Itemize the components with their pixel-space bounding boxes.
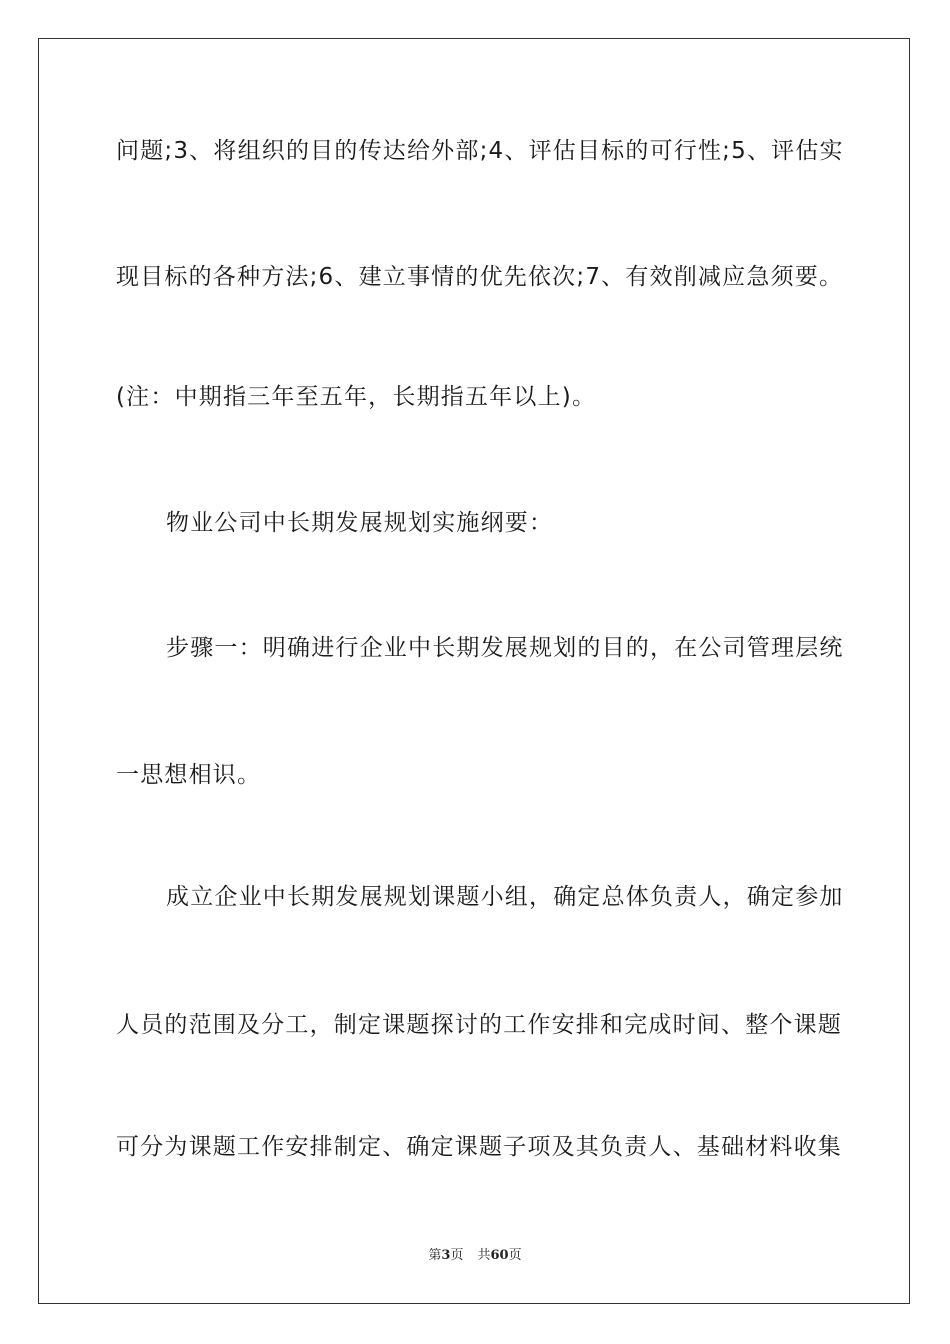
footer-total-pages: 60 <box>490 1248 509 1263</box>
footer-total-suffix: 页 <box>508 1248 522 1263</box>
body-line-6: 一思想相识。 <box>116 762 262 788</box>
footer-page-prefix: 第 <box>428 1248 442 1263</box>
body-line-7: 成立企业中长期发展规划课题小组，确定总体负责人，确定参加 <box>166 884 844 910</box>
page-border <box>38 38 910 1304</box>
body-line-3: (注：中期指三年至五年，长期指五年以上)。 <box>116 384 597 410</box>
body-line-8: 人员的范围及分工，制定课题探讨的工作安排和完成时间、整个课题 <box>116 1012 842 1038</box>
body-line-9: 可分为课题工作安排制定、确定课题子项及其负责人、基础材料收集 <box>116 1134 842 1160</box>
footer-page-number: 3 <box>441 1248 451 1263</box>
body-line-1: 问题;3、将组织的目的传达给外部;4、评估目标的可行性;5、评估实 <box>116 138 844 164</box>
footer-total-prefix: 共 <box>477 1248 491 1263</box>
page-footer <box>0 1247 950 1265</box>
section-heading: 物业公司中长期发展规划实施纲要： <box>166 510 554 536</box>
body-line-5: 步骤一：明确进行企业中长期发展规划的目的，在公司管理层统 <box>166 635 844 661</box>
footer-page-suffix: 页 <box>450 1248 464 1263</box>
body-line-2: 现目标的各种方法;6、建立事情的优先依次;7、有效削减应急须要。 <box>116 264 844 290</box>
